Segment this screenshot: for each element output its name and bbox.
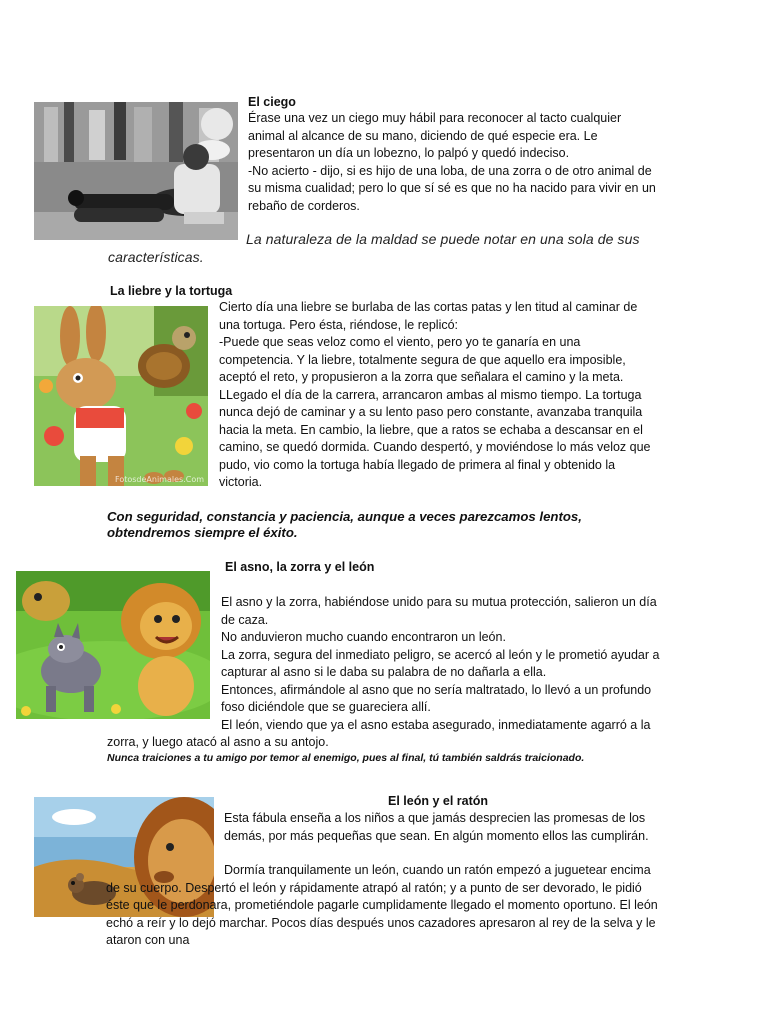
story-body-asno-zorra-leon bbox=[107, 594, 661, 752]
image-watermark: FotosdeAnimales.Com bbox=[115, 475, 204, 484]
paragraph: -No acierto - dijo, si es hijo de una loba, de una zorra o de otro animal de su misma cualidad; pero lo que sí sé es que no ha nacido para vivir en un rebaño de corderos. bbox=[248, 163, 656, 213]
paragraph: El asno y la zorra, habiéndose unido para su mutua protección, salieron un día de caza. bbox=[221, 595, 657, 627]
story-title-asno-zorra-leon: El asno, la zorra y el león bbox=[225, 560, 375, 574]
paragraph: Cierto día una liebre se burlaba de las cortas patas y len titud al caminar de una tortuga. Pero ésta, riéndose, le replicó: bbox=[219, 300, 638, 332]
story-body-liebre-tortuga bbox=[219, 299, 657, 492]
paragraph: Entonces, afirmándole al asno que no sería maltratado, lo llevó a un profundo foso diciéndole que se guareciera allí. bbox=[221, 682, 652, 714]
hare-tortoise-illustration bbox=[34, 306, 208, 486]
paragraph: LLegado el día de la carrera, arrancaron ambas al mismo tiempo. La tortuga nunca dejó de caminar y a su lento paso pero constante, avanzaba tranquila hacia la meta. En cambio, la liebre, que a ratos se echaba a descansar en el camino, se quedó dormida. Cuando despertó, y moviéndose lo más veloz que pudo, vio como la tortuga había llegado de primera al final y obtenido la victoria. bbox=[219, 387, 651, 489]
moral-liebre-tortuga: Con seguridad, constancia y paciencia, aunque a veces parezcamos lentos, obtendremos siempre el éxito. bbox=[107, 509, 582, 540]
story-title-leon-raton: El león y el ratón bbox=[388, 794, 489, 808]
paragraph: El león, viendo que ya el asno estaba asegurado, inmediatamente agarró a la zorra, y luego atacó al asno a su antojo. bbox=[107, 717, 651, 749]
paragraph: La zorra, segura del inmediato peligro, se acercó al león y le prometió ayudar a capturar al asno si le daba su palabra de no dañarla a ella. bbox=[221, 647, 660, 679]
story-title-liebre-tortuga: La liebre y la tortuga bbox=[110, 284, 233, 298]
story-title-el-ciego: El ciego bbox=[248, 95, 296, 109]
story-intro-leon-raton: Esta fábula enseña a los niños a que jamás desprecien las promesas de los demás, por más pequeñas que sean. En algún momento ellos las cumplirán. bbox=[224, 811, 649, 843]
moral-el-ciego: La naturaleza de la maldad se puede notar en una sola de sus características. bbox=[108, 231, 640, 265]
blind-man-photo bbox=[34, 102, 238, 240]
paragraph: Érase una vez un ciego muy hábil para reconocer al tacto cualquier animal al alcance de su mano, diciendo de qué especie era. Le presentaron un día un lobezno, lo palpó y quedó indeciso. bbox=[248, 111, 622, 160]
story-body-el-ciego bbox=[248, 110, 658, 215]
moral-asno-zorra-leon: Nunca traiciones a tu amigo por temor al enemigo, pues al final, tú también saldrás traicionado. bbox=[107, 752, 585, 764]
paragraph: No anduvieron mucho cuando encontraron un león. bbox=[221, 630, 506, 644]
story-body-leon-raton: Dormía tranquilamente un león, cuando un ratón empezó a juguetear encima de su cuerpo. Despertó el león y rápidamente atrapó al ratón; y a punto de ser devorado, le pidió éste que le perdonara, prometiéndole pagarle cumplidamente llegado el momento oportuno. El león echó a reír y lo dejó marchar. Pocos días después unos cazadores apresaron al rey de la selva y le ataron con una bbox=[106, 863, 658, 947]
paragraph: -Puede que seas veloz como el viento, pero yo te ganaría en una competencia. Y la liebre, totalmente segura de que aquello era imposible, aceptó el reto, y propusieron a la zorra que señalara el camino y la meta. bbox=[219, 335, 626, 384]
donkey-fox-lion-illustration bbox=[16, 571, 210, 719]
